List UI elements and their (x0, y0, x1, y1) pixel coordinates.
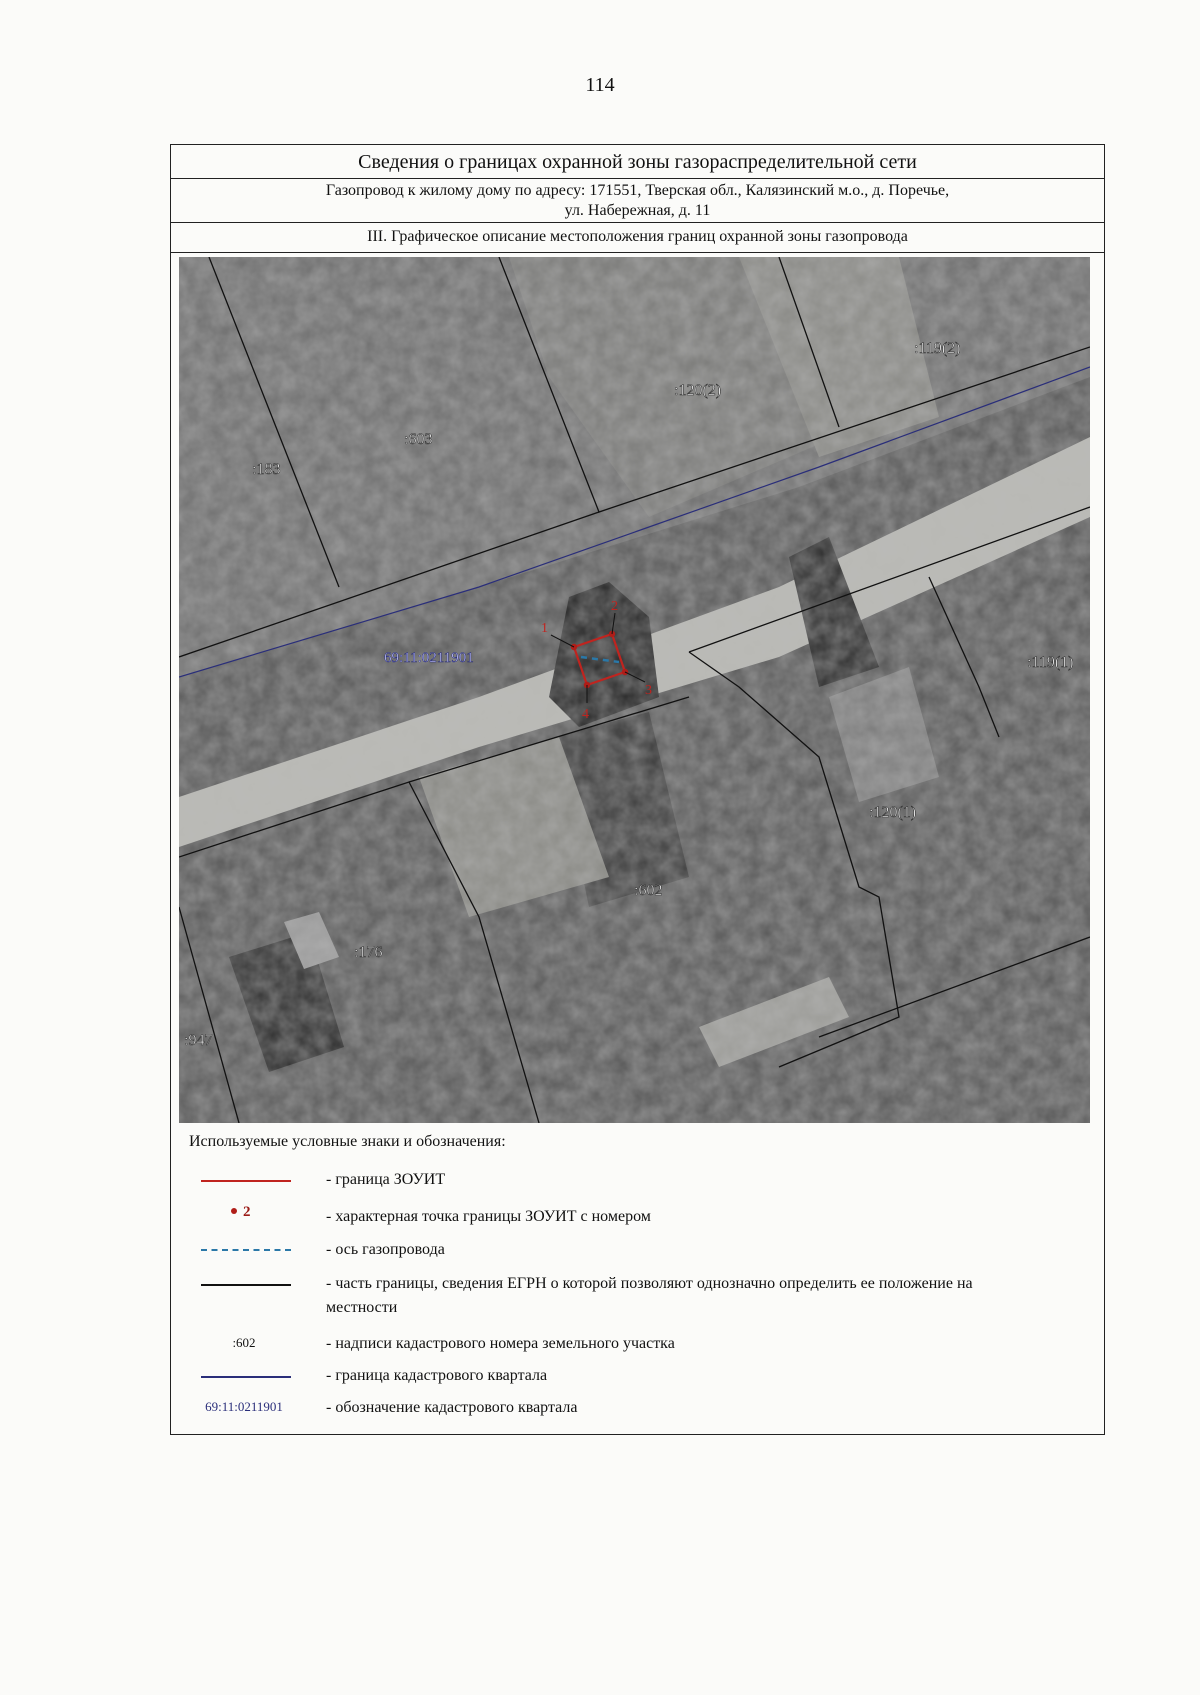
object-description (171, 179, 1104, 223)
legend-text: - ось газопровода (326, 1241, 445, 1258)
point-label: 1 (541, 621, 548, 636)
aerial-map (179, 257, 1090, 1123)
legend-symbol-red-line (183, 1165, 293, 1195)
parcel-label: :176 (354, 944, 383, 961)
legend-symbol-text (183, 1329, 293, 1359)
document-frame (170, 144, 1105, 1435)
legend-item-parcel-boundary (171, 1269, 1104, 1321)
legend-text: - граница ЗОУИТ (326, 1171, 446, 1188)
legend-symbol-point (183, 1202, 293, 1232)
legend-item-parcel-label (171, 1329, 1104, 1359)
legend-title: Используемые условные знаки и обозначения: (189, 1133, 506, 1150)
legend-item-point (171, 1202, 1104, 1232)
parcel-label: :183 (252, 461, 281, 478)
legend-item-zouit-boundary (171, 1165, 1104, 1195)
legend-text: - надписи кадастрового номера земельного участка (326, 1335, 675, 1352)
legend-symbol-black-line (183, 1269, 293, 1299)
legend-symbol-blue-line (183, 1361, 293, 1391)
point-label: 4 (582, 707, 589, 722)
quarter-label: 69:11:0211901 (384, 650, 474, 666)
map-svg (179, 257, 1090, 1123)
photo-texture (179, 257, 1090, 1123)
point-label: 3 (645, 683, 652, 698)
legend-symbol-text (183, 1393, 293, 1423)
section-title: III. Графическое описание местоположения границ охранной зоны газопровода (171, 223, 1104, 253)
parcel-label: :119(1) (1027, 654, 1074, 671)
legend-item-quarter-boundary (171, 1361, 1104, 1391)
legend-text: - характерная точка границы ЗОУИТ с номером (326, 1208, 651, 1225)
page-number: 114 (585, 74, 615, 96)
legend-text: - часть границы, сведения ЕГРН о которой позволяют однозначно определить ее положение на местности (326, 1275, 973, 1316)
legend-item-pipeline-axis (171, 1235, 1104, 1265)
legend-text: - обозначение кадастрового квартала (326, 1399, 578, 1416)
parcel-label: :119(2) (914, 340, 961, 357)
legend-quarter-sample: 69:11:0211901 (205, 1399, 283, 1414)
point-dot-icon (231, 1208, 237, 1214)
parcel-label: :602 (634, 882, 663, 899)
object-description-line-2: ул. Набережная, д. 11 (564, 202, 711, 219)
object-description-line-1: Газопровод к жилому дому по адресу: 171551, Тверская обл., Калязинский м.о., д. Поречье, (325, 182, 950, 199)
parcel-label: :120(1) (869, 804, 917, 821)
legend-text: - граница кадастрового квартала (326, 1367, 548, 1384)
parcel-label: :120(2) (674, 382, 722, 399)
document-title: Сведения о границах охранной зоны газораспределительной сети (171, 145, 1104, 179)
legend-parcel-sample: :602 (232, 1335, 256, 1350)
legend-point-number: 2 (243, 1204, 251, 1220)
legend-item-quarter-label (171, 1393, 1104, 1423)
parcel-label: :947 (184, 1032, 213, 1049)
parcel-label: :603 (404, 431, 433, 448)
point-label: 2 (611, 599, 618, 614)
legend-symbol-blue-dash (183, 1235, 293, 1265)
